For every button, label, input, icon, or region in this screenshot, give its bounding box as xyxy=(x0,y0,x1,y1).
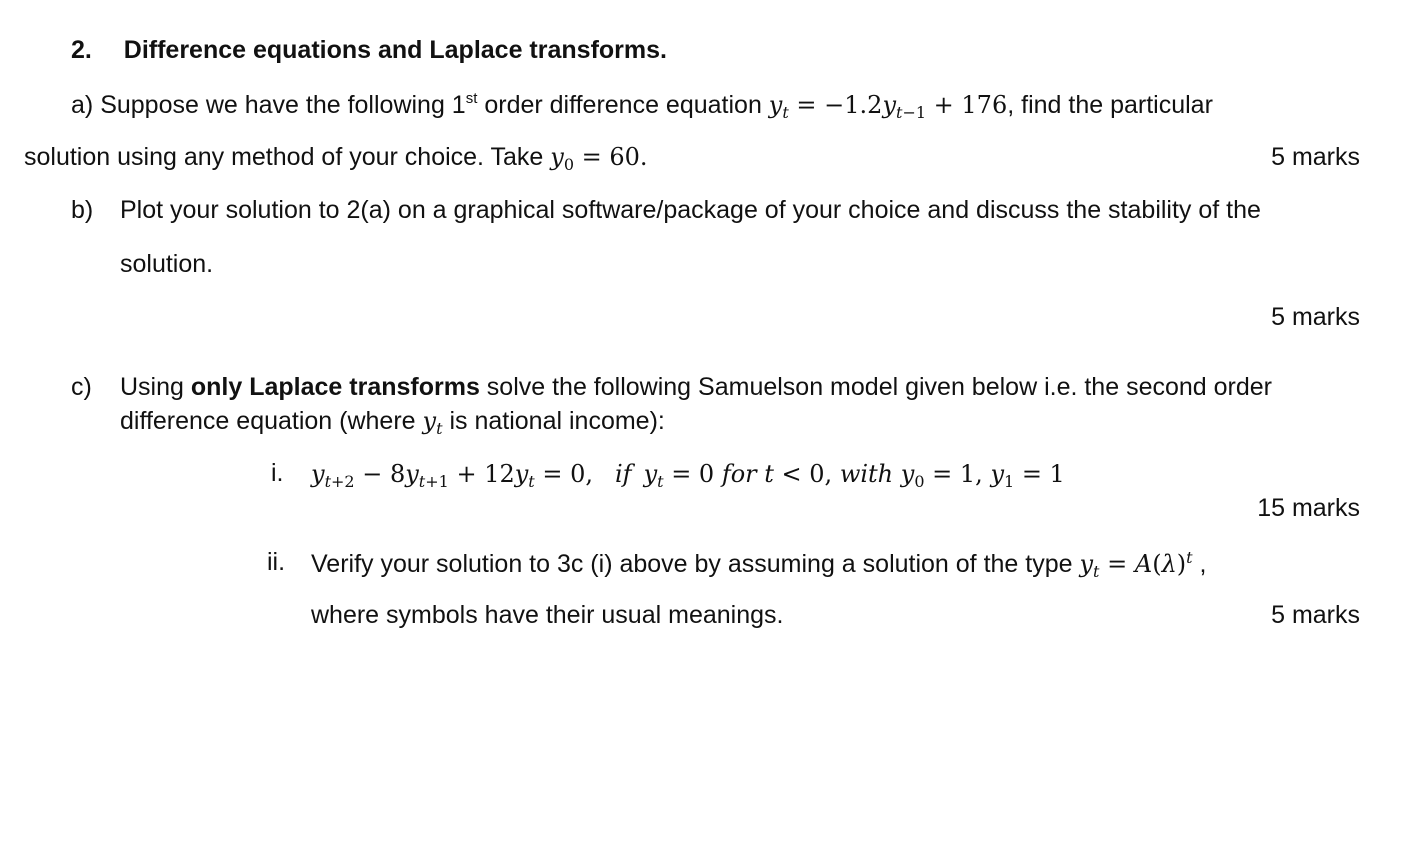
part-a-line-1 xyxy=(71,91,1213,121)
part-c-label: c) xyxy=(71,373,92,401)
part-c-ii-text-3: where symbols have their usual meanings. xyxy=(311,601,784,629)
part-a-ordinal-sup: st xyxy=(465,90,478,107)
part-a-line-2 xyxy=(24,145,648,173)
part-a-text-4: solution using any method of your choice. Take xyxy=(24,143,551,171)
part-c-line-2 xyxy=(120,409,665,437)
part-c-i-label: i. xyxy=(271,459,284,487)
part-c-ii-equation: $y_t = A(\lambda)^t$ xyxy=(1079,548,1193,581)
question-heading xyxy=(71,38,667,63)
part-a-marks: 5 marks xyxy=(1271,143,1360,171)
part-c-ii-label: ii. xyxy=(267,548,286,576)
part-c-line-1 xyxy=(120,375,1272,400)
part-c-i-marks: 15 marks xyxy=(1257,494,1360,522)
part-a-label: a) xyxy=(71,91,94,119)
part-c-ii-text-1: Verify your solution to 3c (i) above by assuming a solution of the type xyxy=(311,550,1080,578)
part-c-text-4: is national income): xyxy=(442,407,665,435)
part-b-text-2: solution. xyxy=(120,250,214,278)
part-c-text-1: Using xyxy=(120,373,191,401)
part-c-ii-line-1 xyxy=(311,550,1207,580)
part-b-marks: 5 marks xyxy=(1271,303,1360,331)
question-number: 2. xyxy=(71,36,92,64)
part-a-initial-condition: $y_0 = 60$. xyxy=(550,143,648,174)
part-c-ii-marks: 5 marks xyxy=(1271,601,1360,629)
part-c-variable: $y_t$ xyxy=(422,407,443,438)
part-b-text-1: Plot your solution to 2(a) on a graphical software/package of your choice and discuss the stability of the xyxy=(120,196,1261,224)
part-a-text-3: , find the particular xyxy=(1007,91,1213,119)
part-c-text-2: solve the following Samuelson model given below i.e. the second order xyxy=(479,373,1272,401)
part-c-ii-text-2: , xyxy=(1192,550,1207,578)
part-a-equation: $y_t = -1.2y_{t-1} + 176$ xyxy=(768,91,1008,122)
question-title: Difference equations and Laplace transforms. xyxy=(123,36,667,64)
part-c-text-3: difference equation (where xyxy=(120,407,423,435)
part-c-i-equation: $y_{t+2} - 8y_{t+1} + 12y_t = 0$, if $y_t = 0$ for t < 0, with $y_0 = 1$, $y_1 = 1$ xyxy=(311,460,1065,491)
part-a-text-1: Suppose we have the following 1 xyxy=(100,91,466,119)
part-a-text-2: order difference equation xyxy=(477,91,769,119)
part-b-label: b) xyxy=(71,196,94,224)
part-c-bold-text: only Laplace transforms xyxy=(190,373,480,401)
